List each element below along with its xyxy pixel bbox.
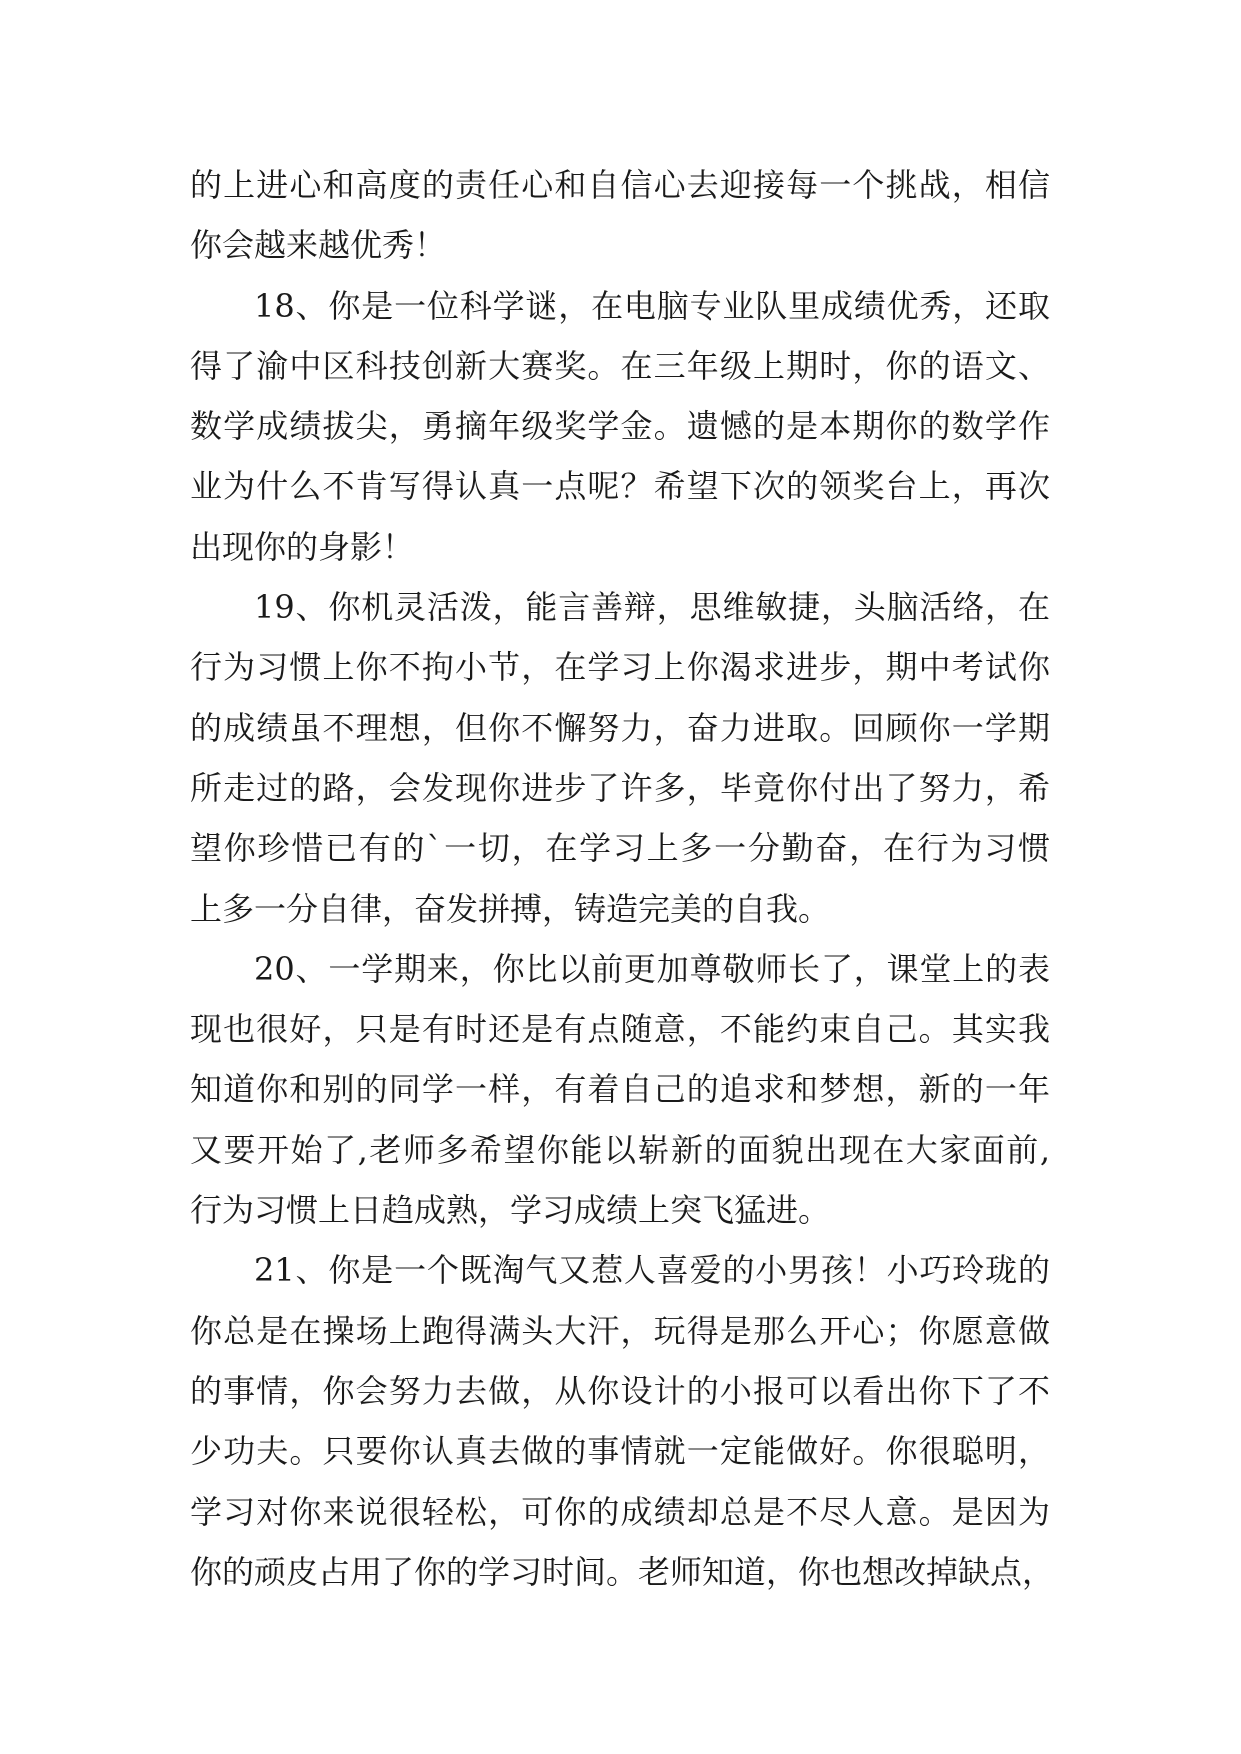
text-line: 得了渝中区科技创新大赛奖。在三年级上期时，你的语文、 [190,346,1050,385]
text-line: 上多一分自律，奋发拼搏，铸造完美的自我。 [190,889,831,928]
text-line: 你的顽皮占用了你的学习时间。老师知道，你也想改掉缺点， [190,1552,1055,1591]
text-line: 行为习惯上日趋成熟，学习成绩上突飞猛进。 [190,1191,831,1230]
text-line: 少功夫。只要你认真去做的事情就一定能做好。你很聪明， [190,1432,1050,1471]
paragraph-21-first-line: 21、你是一个既淘气又惹人喜爱的小男孩！小巧玲珑的 [254,1251,1050,1290]
text-line: 的成绩虽不理想，但你不懈努力，奋力进取。回顾你一学期 [190,708,1050,747]
text-line: 你总是在操场上跑得满头大汗，玩得是那么开心；你愿意做 [190,1311,1050,1350]
text-line: 知道你和别的同学一样，有着自己的追求和梦想，新的一年 [190,1070,1050,1109]
text-line: 行为习惯上你不拘小节，在学习上你渴求进步，期中考试你 [190,648,1050,687]
paragraph-20-first-line: 20、一学期来，你比以前更加尊敬师长了，课堂上的表 [254,949,1050,988]
text-line: 现也很好，只是有时还是有点随意，不能约束自己。其实我 [190,1010,1050,1049]
text-line: 你会越来越优秀！ [190,226,447,265]
text-line: 业为什么不肯写得认真一点呢？希望下次的领奖台上，再次 [190,467,1050,506]
paragraph-18-first-line: 18、你是一位科学谜，在电脑专业队里成绩优秀，还取 [254,286,1050,325]
text-line: 出现你的身影！ [190,527,415,566]
text-line: 学习对你来说很轻松，可你的成绩却总是不尽人意。是因为 [190,1492,1050,1531]
paragraph-19-first-line: 19、你机灵活泼，能言善辩，思维敏捷，头脑活络，在 [254,588,1050,627]
text-line: 的上进心和高度的责任心和自信心去迎接每一个挑战，相信 [190,166,1050,204]
text-line: 数学成绩拔尖，勇摘年级奖学金。遗憾的是本期你的数学作 [190,407,1050,446]
text-line: 又要开始了,老师多希望你能以崭新的面貌出现在大家面前, [190,1130,1050,1169]
text-line: 的事情，你会努力去做，从你设计的小报可以看出你下了不 [190,1371,1050,1410]
text-line: 所走过的路，会发现你进步了许多，毕竟你付出了努力，希 [190,768,1050,807]
document-body [190,155,1055,1602]
text-line: 望你珍惜已有的`一切，在学习上多一分勤奋，在行为习惯 [190,829,1050,868]
